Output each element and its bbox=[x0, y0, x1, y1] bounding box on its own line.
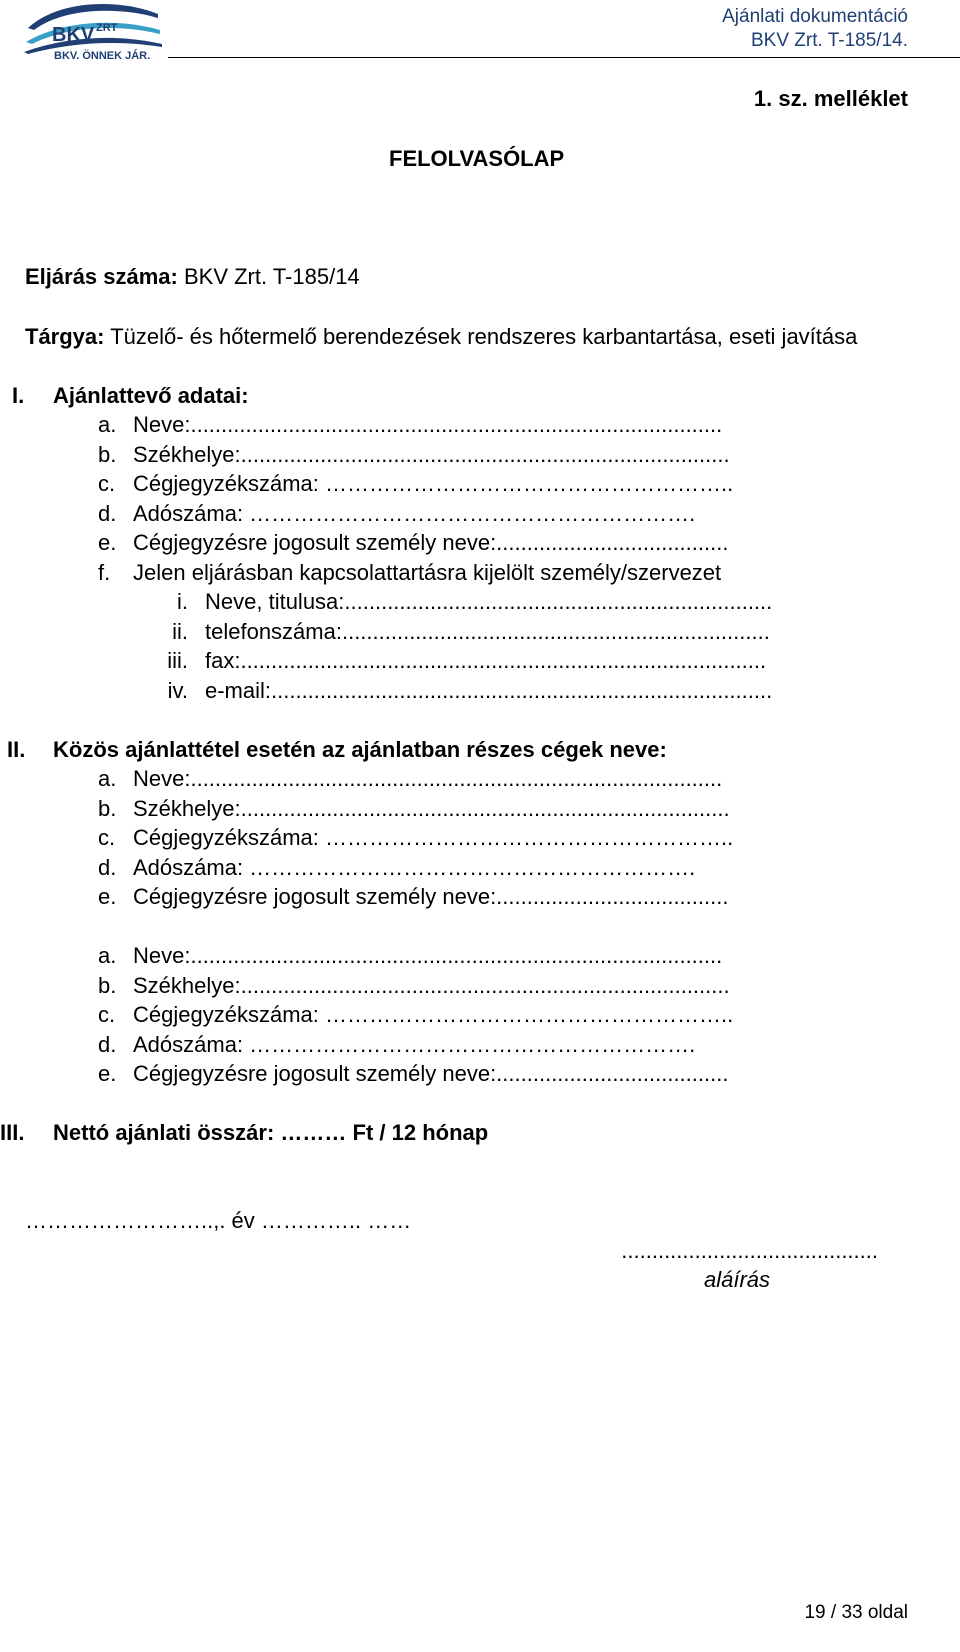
s1-sub-iii-numeral: iii. bbox=[167, 648, 188, 673]
subject-value: Tüzelő- és hőtermelő berendezések rendszeres karbantartása, eseti javítása bbox=[104, 324, 858, 349]
s2-g2-e-letter: e. bbox=[98, 1061, 117, 1086]
s2-g1-a-letter: a. bbox=[98, 766, 117, 791]
header-rule bbox=[168, 57, 960, 58]
s2-g1-b-letter: b. bbox=[98, 796, 117, 821]
s2-g1-e: Cégjegyzésre jogosult személy neve:...................................... bbox=[133, 884, 729, 909]
doc-ref: BKV Zrt. T-185/14. bbox=[750, 30, 908, 51]
s1-item-a-letter: a. bbox=[98, 412, 117, 437]
s2-g2-c-letter: c. bbox=[98, 1002, 116, 1027]
s2-g2-b: Székhelye:................................................................................ bbox=[133, 973, 730, 998]
s2-g2-a-letter: a. bbox=[98, 943, 117, 968]
s2-g1-a: Neve:....................................................................................... bbox=[133, 766, 723, 791]
s1-item-d-letter: d. bbox=[98, 501, 117, 526]
s2-g2-d-letter: d. bbox=[98, 1032, 117, 1057]
section1-title: Ajánlattevő adatai: bbox=[53, 383, 249, 408]
procedure-line bbox=[25, 264, 360, 290]
s1-item-b: Székhelye:................................................................................ bbox=[133, 442, 730, 467]
section3-numeral: III. bbox=[0, 1120, 25, 1145]
section3-text: Nettó ajánlati összár: ……… Ft / 12 hónap bbox=[53, 1120, 489, 1145]
section2-numeral: II. bbox=[7, 737, 26, 762]
s2-g2-d: Adószáma: ……………………………………………………. bbox=[133, 1032, 696, 1057]
s2-g1-c-letter: c. bbox=[98, 825, 116, 850]
s2-g1-d-letter: d. bbox=[98, 855, 117, 880]
procedure-label: Eljárás száma: bbox=[25, 264, 178, 289]
s1-sub-ii-numeral: ii. bbox=[172, 619, 188, 644]
procedure-value: BKV Zrt. T-185/14 bbox=[177, 264, 360, 289]
s1-sub-i: Neve, titulusa:...................................................................... bbox=[205, 589, 773, 614]
logo-text: BKV bbox=[52, 24, 95, 46]
s1-sub-i-numeral: i. bbox=[177, 589, 188, 614]
s1-item-d: Adószáma: ……………………………………………………. bbox=[133, 501, 696, 526]
page-number: 19 / 33 oldal bbox=[804, 1602, 908, 1623]
s2-g2-b-letter: b. bbox=[98, 973, 117, 998]
s1-item-e-letter: e. bbox=[98, 530, 117, 555]
signature-label: aláírás bbox=[704, 1267, 771, 1292]
s1-item-e: Cégjegyzésre jogosult személy neve:...................................... bbox=[133, 530, 729, 555]
date-line: ……………………..,. év ………….. …… bbox=[25, 1208, 412, 1233]
doc-title: Ajánlati dokumentáció bbox=[722, 6, 908, 27]
s2-g1-e-letter: e. bbox=[98, 884, 117, 909]
s2-g1-d: Adószáma: ……………………………………………………. bbox=[133, 855, 696, 880]
s1-item-a: Neve:....................................................................................... bbox=[133, 412, 723, 437]
s1-item-c: Cégjegyzékszáma: ……………………………………………….. bbox=[133, 471, 734, 496]
s1-sub-iv-numeral: iv. bbox=[167, 678, 188, 703]
s1-sub-iv: e-mail:.................................................................................. bbox=[205, 678, 773, 703]
logo-sup: ZRT bbox=[96, 22, 118, 34]
s1-item-f-letter: f. bbox=[98, 560, 111, 585]
s2-g2-a: Neve:....................................................................................... bbox=[133, 943, 723, 968]
s1-item-f: Jelen eljárásban kapcsolattartásra kijelölt személy/szervezet bbox=[133, 560, 722, 585]
s2-g1-b: Székhelye:................................................................................ bbox=[133, 796, 730, 821]
s2-g2-c: Cégjegyzékszáma: ……………………………………………….. bbox=[133, 1002, 734, 1027]
s1-sub-iii: fax:...................................................................................... bbox=[205, 648, 767, 673]
subject-label: Tárgya: bbox=[25, 324, 105, 349]
s1-item-b-letter: b. bbox=[98, 442, 117, 467]
section2-title: Közös ajánlattétel esetén az ajánlatban részes cégek neve: bbox=[53, 737, 667, 762]
s1-item-c-letter: c. bbox=[98, 471, 116, 496]
s2-g1-c: Cégjegyzékszáma: ……………………………………………….. bbox=[133, 825, 734, 850]
signature-line: .......................................... bbox=[621, 1238, 878, 1263]
s2-g2-e: Cégjegyzésre jogosult személy neve:...................................... bbox=[133, 1061, 729, 1086]
annex-label: 1. sz. melléklet bbox=[753, 86, 908, 111]
subject-line bbox=[25, 324, 857, 350]
logo-tagline: BKV. ÖNNEK JÁR. bbox=[54, 50, 151, 62]
bkv-logo bbox=[18, 0, 168, 70]
page-title: FELOLVASÓLAP bbox=[389, 146, 565, 171]
s1-sub-ii: telefonszáma:...................................................................... bbox=[205, 619, 770, 644]
section1-numeral: I. bbox=[12, 383, 25, 408]
